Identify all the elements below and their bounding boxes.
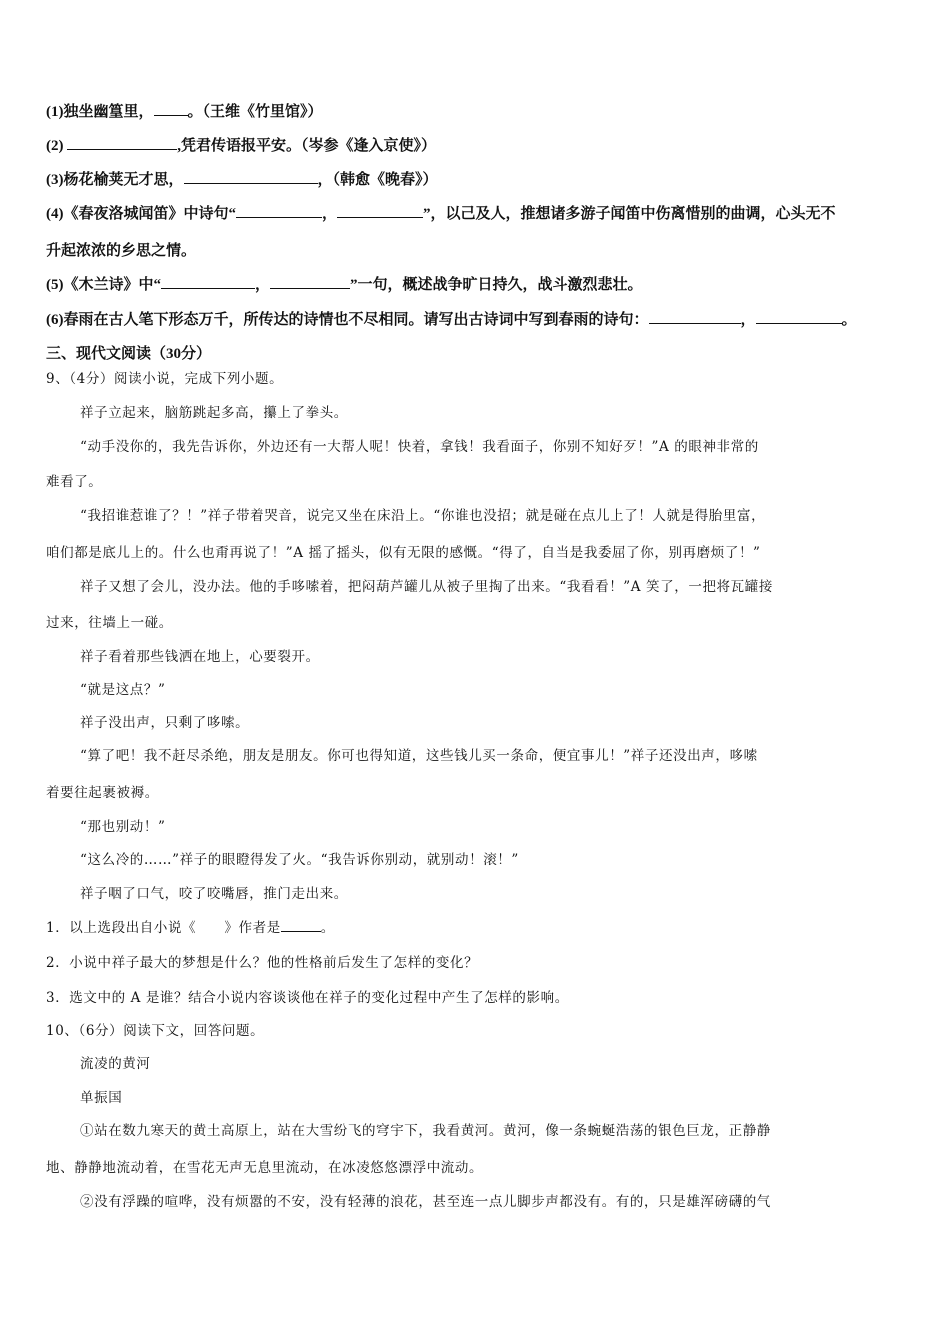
passage-paragraph: “那也别动！” [80, 819, 166, 835]
question-text: (4)《春夜洛城闻笛》中诗句“ [46, 206, 236, 222]
passage-paragraph: “就是这点？” [80, 682, 166, 698]
answer-blank[interactable] [756, 310, 842, 324]
passage-paragraph: 祥子立起来，脑筋跳起多高，攥上了拳头。 [80, 405, 348, 421]
passage-paragraph: 难看了。 [46, 474, 103, 490]
question-text: 。 [841, 312, 857, 328]
article-paragraph: 地、静静地流动着，在雪花无声无息里流动，在冰凌悠悠漂浮中流动。 [46, 1160, 484, 1176]
poem-question-1 [46, 102, 323, 122]
sub-question-1 [46, 918, 335, 938]
article-paragraph: ②没有浮躁的喧哗，没有烦嚣的不安，没有轻薄的浪花，甚至连一点儿脚步声都没有。有的，只是雄浑磅礴的气 [80, 1194, 771, 1210]
passage-paragraph: 祥子看着那些钱洒在地上，心要裂开。 [80, 649, 320, 665]
passage-paragraph: 过来，往墙上一碰。 [46, 615, 173, 631]
question-text: ”一句，概述战争旷日持久，战斗激烈悲壮。 [350, 277, 643, 293]
answer-blank[interactable] [184, 170, 318, 184]
poem-question-5 [46, 275, 643, 295]
passage-paragraph: 咱们都是底儿上的。什么也甭再说了！”A 摇了摇头，似有无限的感慨。“得了，自当是我委屈了你，别再磨烦了！” [46, 545, 761, 561]
question-text: ，（韩愈《晚春》） [317, 172, 438, 188]
answer-blank[interactable] [161, 275, 255, 289]
passage-paragraph: “算了吧！我不赶尽杀绝，朋友是朋友。你可也得知道，这些钱儿买一条命，便宜事儿！”祥子还没出声，哆嗦 [80, 748, 758, 764]
answer-blank[interactable] [270, 275, 350, 289]
answer-blank[interactable] [281, 918, 321, 932]
answer-blank[interactable] [154, 102, 188, 116]
answer-blank[interactable] [67, 136, 177, 150]
passage-paragraph: “动手没你的，我先告诉你，外边还有一大帮人呢！快着，拿钱！我看面子，你别不知好歹！”A 的眼神非常的 [80, 439, 759, 455]
question-text: ”，以己及人，推想诸多游子闻笛中伤离惜别的曲调，心头无不 [423, 206, 836, 222]
answer-blank[interactable] [337, 204, 423, 218]
passage-paragraph: 祥子咽了口气，咬了咬嘴唇，推门走出来。 [80, 886, 348, 902]
question-text: (1)独坐幽篁里， [46, 104, 154, 120]
question-text: (2) [46, 138, 68, 154]
poem-question-2 [46, 136, 436, 156]
passage-paragraph: 祥子又想了会儿，没办法。他的手哆嗦着，把闷葫芦罐儿从被子里掏了出来。“我看看！”A 笑了，一把将瓦罐接 [80, 579, 773, 595]
question-text: 1．以上选段出自小说《 》作者是 [46, 920, 281, 936]
sub-question-2: 2．小说中祥子最大的梦想是什么？他的性格前后发生了怎样的变化？ [46, 955, 479, 971]
answer-blank[interactable] [649, 310, 741, 324]
question-text: 。 [320, 920, 335, 936]
question-text: (5)《木兰诗》中“ [46, 277, 161, 293]
article-title: 流凌的黄河 [80, 1056, 151, 1072]
passage-paragraph: 着要往起裹被褥。 [46, 785, 159, 801]
answer-blank[interactable] [236, 204, 322, 218]
section-heading: 三、现代文阅读（30分） [46, 346, 212, 362]
question-text: (3)杨花榆荚无才思， [46, 172, 184, 188]
poem-question-4-continued: 升起浓浓的乡思之情。 [46, 243, 197, 259]
passage-paragraph: 祥子没出声，只剩了哆嗦。 [80, 715, 250, 731]
question-text: 。（王维《竹里馆》） [187, 104, 323, 120]
article-paragraph: ①站在数九寒天的黄土高原上，站在大雪纷飞的穹宇下，我看黄河。黄河，像一条蜿蜒浩荡的银色巨龙，正静静 [80, 1123, 771, 1139]
poem-question-3 [46, 170, 438, 190]
question-10-header: 10、（6分）阅读下文，回答问题。 [46, 1023, 265, 1039]
poem-question-6 [46, 310, 857, 330]
sub-question-3: 3．选文中的 A 是谁？结合小说内容谈谈他在祥子的变化过程中产生了怎样的影响。 [46, 990, 569, 1006]
poem-question-4 [46, 204, 836, 224]
question-text: ,凭君传语报平安。（岑参《逢入京使》） [177, 138, 437, 154]
question-9-header: 9、（4分）阅读小说，完成下列小题。 [46, 371, 284, 387]
question-text: ， [255, 277, 271, 293]
passage-paragraph: “这么冷的……”祥子的眼瞪得发了火。“我告诉你别动，就别动！滚！” [80, 852, 519, 868]
article-author: 单振国 [80, 1090, 123, 1106]
question-text: ， [322, 206, 338, 222]
question-text: ， [740, 312, 756, 328]
question-text: (6)春雨在古人笔下形态万千，所传达的诗情也不尽相同。请写出古诗词中写到春雨的诗句： [46, 312, 649, 328]
passage-paragraph: “我招谁惹谁了？！”祥子带着哭音，说完又坐在床沿上。“你谁也没招；就是碰在点儿上了！人就是得胎里富， [80, 508, 766, 524]
